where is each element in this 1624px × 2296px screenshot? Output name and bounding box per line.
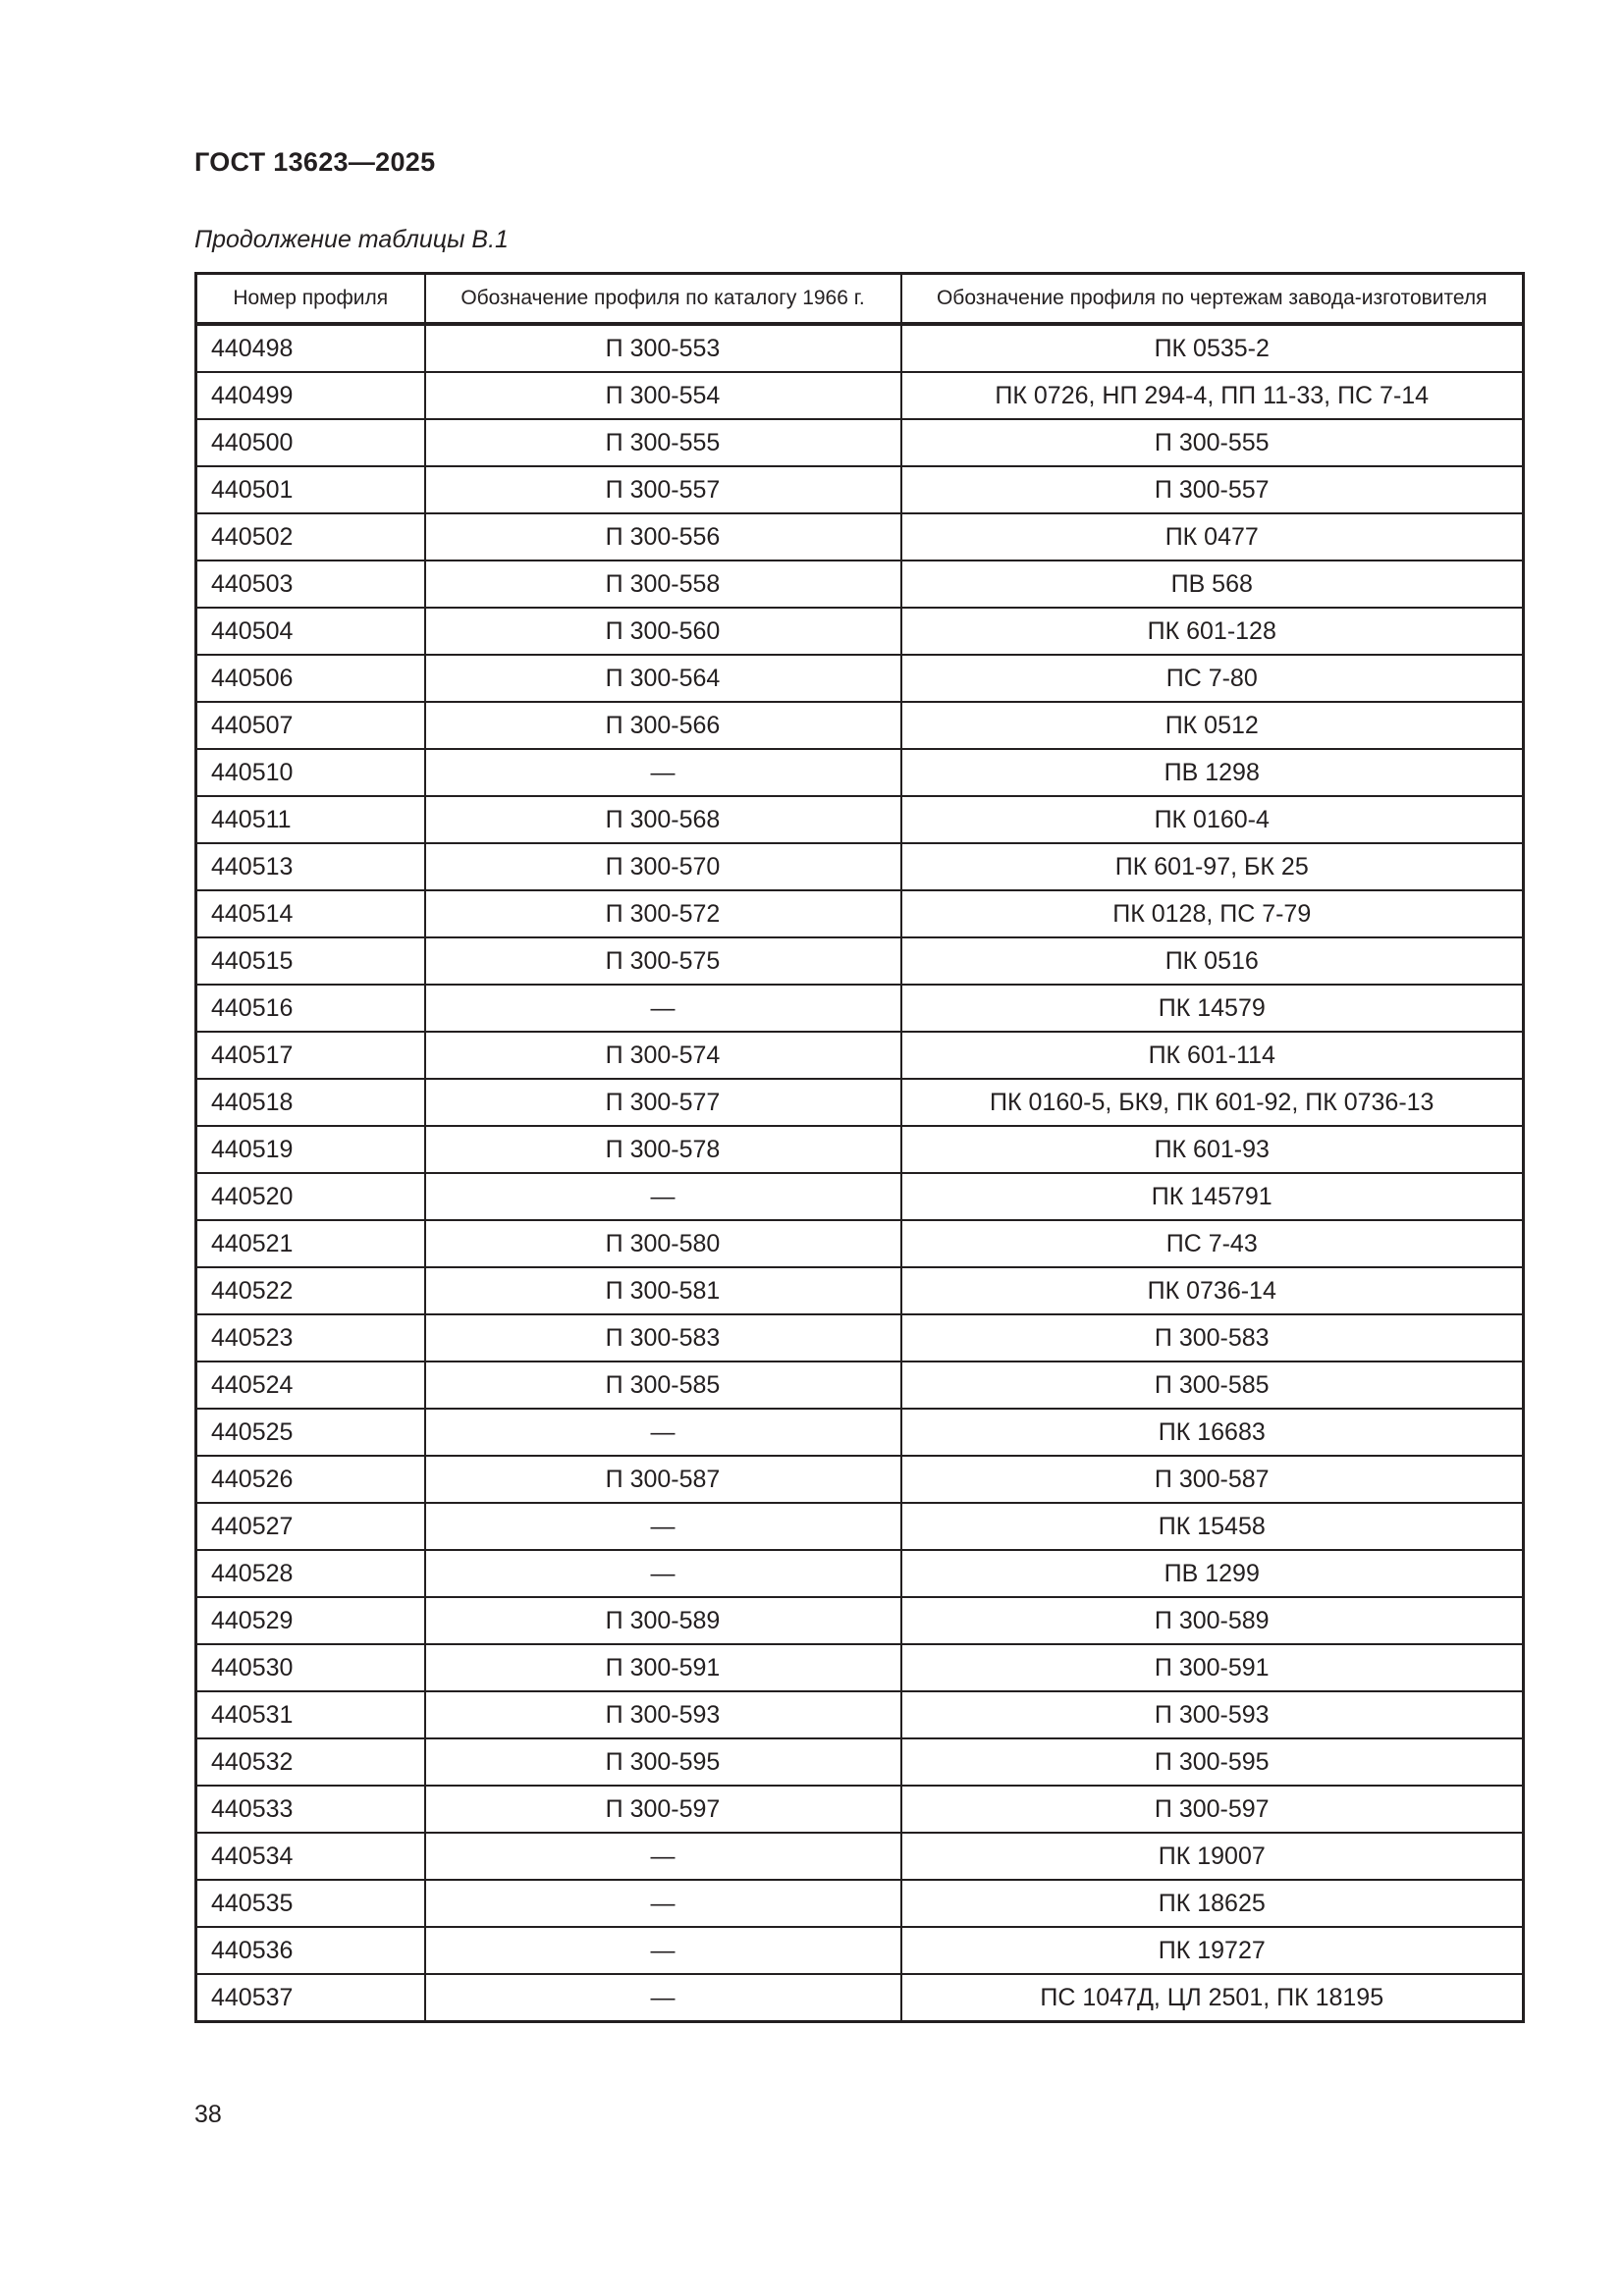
table-row (196, 1927, 1524, 1974)
cell-profile-number: 440501 (196, 466, 425, 513)
table-row (196, 1456, 1524, 1503)
cell-profile-number: 440502 (196, 513, 425, 561)
cell-profile-number: 440498 (196, 324, 425, 372)
cell-catalog-1966: П 300-557 (425, 466, 901, 513)
cell-catalog-1966: П 300-580 (425, 1220, 901, 1267)
cell-profile-number: 440506 (196, 655, 425, 702)
table-row (196, 608, 1524, 655)
table-row (196, 466, 1524, 513)
cell-profile-number: 440519 (196, 1126, 425, 1173)
table-row (196, 1597, 1524, 1644)
cell-manufacturer-drawings: ПК 601-114 (901, 1032, 1524, 1079)
cell-manufacturer-drawings: ПК 601-97, БК 25 (901, 843, 1524, 890)
cell-manufacturer-drawings: П 300-593 (901, 1691, 1524, 1738)
cell-profile-number: 440537 (196, 1974, 425, 2022)
cell-profile-number: 440529 (196, 1597, 425, 1644)
cell-catalog-1966: П 300-554 (425, 372, 901, 419)
table-row (196, 561, 1524, 608)
cell-profile-number: 440500 (196, 419, 425, 466)
cell-profile-number: 440510 (196, 749, 425, 796)
cell-catalog-1966: П 300-597 (425, 1786, 901, 1833)
table-row (196, 1032, 1524, 1079)
table-row (196, 1644, 1524, 1691)
cell-catalog-1966: П 300-587 (425, 1456, 901, 1503)
cell-manufacturer-drawings: ПК 19727 (901, 1927, 1524, 1974)
table-header-row (196, 274, 1524, 325)
cell-manufacturer-drawings: ПК 0512 (901, 702, 1524, 749)
cell-catalog-1966: — (425, 1409, 901, 1456)
table-row (196, 419, 1524, 466)
cell-catalog-1966: П 300-575 (425, 937, 901, 985)
cell-profile-number: 440499 (196, 372, 425, 419)
cell-profile-number: 440526 (196, 1456, 425, 1503)
header-manufacturer-drawings: Обозначение профиля по чертежам завода-изготовителя (901, 274, 1524, 325)
cell-manufacturer-drawings: ПК 601-93 (901, 1126, 1524, 1173)
table-row (196, 1220, 1524, 1267)
cell-manufacturer-drawings: ПК 0160-4 (901, 796, 1524, 843)
cell-catalog-1966: П 300-595 (425, 1738, 901, 1786)
cell-profile-number: 440513 (196, 843, 425, 890)
profile-table (194, 272, 1525, 2023)
table-caption: Продолжение таблицы В.1 (194, 226, 509, 253)
cell-manufacturer-drawings: ПК 18625 (901, 1880, 1524, 1927)
cell-manufacturer-drawings: П 300-555 (901, 419, 1524, 466)
cell-manufacturer-drawings: ПК 0516 (901, 937, 1524, 985)
cell-catalog-1966: П 300-589 (425, 1597, 901, 1644)
cell-catalog-1966: П 300-568 (425, 796, 901, 843)
cell-catalog-1966: П 300-593 (425, 1691, 901, 1738)
table-row (196, 1974, 1524, 2022)
cell-profile-number: 440507 (196, 702, 425, 749)
cell-catalog-1966: — (425, 1173, 901, 1220)
cell-catalog-1966: П 300-585 (425, 1362, 901, 1409)
cell-profile-number: 440532 (196, 1738, 425, 1786)
cell-catalog-1966: П 300-577 (425, 1079, 901, 1126)
cell-manufacturer-drawings: ПК 601-128 (901, 608, 1524, 655)
cell-manufacturer-drawings: П 300-591 (901, 1644, 1524, 1691)
table-row (196, 1409, 1524, 1456)
cell-manufacturer-drawings: ПВ 568 (901, 561, 1524, 608)
cell-catalog-1966: П 300-558 (425, 561, 901, 608)
table-row (196, 513, 1524, 561)
cell-manufacturer-drawings: П 300-587 (901, 1456, 1524, 1503)
cell-catalog-1966: — (425, 1927, 901, 1974)
table-row (196, 796, 1524, 843)
cell-profile-number: 440511 (196, 796, 425, 843)
cell-catalog-1966: — (425, 1974, 901, 2022)
table-row (196, 1550, 1524, 1597)
cell-manufacturer-drawings: ПК 0736-14 (901, 1267, 1524, 1314)
cell-profile-number: 440533 (196, 1786, 425, 1833)
cell-catalog-1966: П 300-572 (425, 890, 901, 937)
cell-manufacturer-drawings: ПК 0726, НП 294-4, ПП 11-33, ПС 7-14 (901, 372, 1524, 419)
cell-manufacturer-drawings: ПК 15458 (901, 1503, 1524, 1550)
cell-manufacturer-drawings: П 300-595 (901, 1738, 1524, 1786)
cell-manufacturer-drawings: П 300-589 (901, 1597, 1524, 1644)
table-row (196, 1126, 1524, 1173)
cell-catalog-1966: П 300-591 (425, 1644, 901, 1691)
cell-profile-number: 440516 (196, 985, 425, 1032)
cell-catalog-1966: П 300-570 (425, 843, 901, 890)
table-row (196, 702, 1524, 749)
cell-catalog-1966: — (425, 985, 901, 1032)
cell-catalog-1966: П 300-583 (425, 1314, 901, 1362)
table-row (196, 1880, 1524, 1927)
cell-manufacturer-drawings: ПК 145791 (901, 1173, 1524, 1220)
cell-catalog-1966: П 300-578 (425, 1126, 901, 1173)
table-row (196, 1079, 1524, 1126)
cell-catalog-1966: П 300-553 (425, 324, 901, 372)
cell-profile-number: 440527 (196, 1503, 425, 1550)
cell-manufacturer-drawings: ПК 0160-5, БК9, ПК 601-92, ПК 0736-13 (901, 1079, 1524, 1126)
cell-manufacturer-drawings: ПК 19007 (901, 1833, 1524, 1880)
table-row (196, 372, 1524, 419)
cell-catalog-1966: П 300-555 (425, 419, 901, 466)
cell-catalog-1966: — (425, 1503, 901, 1550)
cell-profile-number: 440520 (196, 1173, 425, 1220)
table-row (196, 1173, 1524, 1220)
table-row (196, 985, 1524, 1032)
cell-catalog-1966: П 300-566 (425, 702, 901, 749)
cell-profile-number: 440530 (196, 1644, 425, 1691)
table-row (196, 890, 1524, 937)
cell-catalog-1966: П 300-564 (425, 655, 901, 702)
cell-catalog-1966: — (425, 1833, 901, 1880)
cell-profile-number: 440518 (196, 1079, 425, 1126)
table-row (196, 749, 1524, 796)
table-row (196, 937, 1524, 985)
cell-manufacturer-drawings: ПК 14579 (901, 985, 1524, 1032)
cell-profile-number: 440534 (196, 1833, 425, 1880)
cell-profile-number: 440535 (196, 1880, 425, 1927)
table-header (196, 274, 1524, 325)
cell-profile-number: 440504 (196, 608, 425, 655)
cell-profile-number: 440515 (196, 937, 425, 985)
table-row (196, 1314, 1524, 1362)
page-number: 38 (194, 2101, 222, 2128)
table-row (196, 1362, 1524, 1409)
cell-manufacturer-drawings: ПС 7-43 (901, 1220, 1524, 1267)
cell-manufacturer-drawings: П 300-597 (901, 1786, 1524, 1833)
cell-profile-number: 440524 (196, 1362, 425, 1409)
table-row (196, 1503, 1524, 1550)
cell-catalog-1966: П 300-556 (425, 513, 901, 561)
cell-manufacturer-drawings: ПС 7-80 (901, 655, 1524, 702)
document-header: ГОСТ 13623—2025 (194, 147, 436, 177)
cell-manufacturer-drawings: ПК 0477 (901, 513, 1524, 561)
cell-manufacturer-drawings: ПК 16683 (901, 1409, 1524, 1456)
cell-catalog-1966: П 300-581 (425, 1267, 901, 1314)
cell-manufacturer-drawings: П 300-583 (901, 1314, 1524, 1362)
cell-profile-number: 440528 (196, 1550, 425, 1597)
cell-profile-number: 440522 (196, 1267, 425, 1314)
table-row (196, 324, 1524, 372)
cell-profile-number: 440517 (196, 1032, 425, 1079)
cell-profile-number: 440525 (196, 1409, 425, 1456)
table-row (196, 843, 1524, 890)
table-row (196, 1267, 1524, 1314)
cell-manufacturer-drawings: ПК 0128, ПС 7-79 (901, 890, 1524, 937)
cell-manufacturer-drawings: ПК 0535-2 (901, 324, 1524, 372)
cell-profile-number: 440503 (196, 561, 425, 608)
cell-manufacturer-drawings: П 300-557 (901, 466, 1524, 513)
table-body (196, 324, 1524, 2022)
header-profile-number: Номер профиля (196, 274, 425, 325)
cell-profile-number: 440521 (196, 1220, 425, 1267)
cell-manufacturer-drawings: ПВ 1298 (901, 749, 1524, 796)
cell-profile-number: 440536 (196, 1927, 425, 1974)
table-row (196, 655, 1524, 702)
table-row (196, 1691, 1524, 1738)
cell-manufacturer-drawings: ПВ 1299 (901, 1550, 1524, 1597)
cell-catalog-1966: П 300-574 (425, 1032, 901, 1079)
cell-manufacturer-drawings: ПС 1047Д, ЦЛ 2501, ПК 18195 (901, 1974, 1524, 2022)
cell-profile-number: 440523 (196, 1314, 425, 1362)
cell-profile-number: 440514 (196, 890, 425, 937)
cell-catalog-1966: — (425, 749, 901, 796)
cell-profile-number: 440531 (196, 1691, 425, 1738)
cell-catalog-1966: П 300-560 (425, 608, 901, 655)
cell-catalog-1966: — (425, 1550, 901, 1597)
cell-catalog-1966: — (425, 1880, 901, 1927)
header-catalog-1966: Обозначение профиля по каталогу 1966 г. (425, 274, 901, 325)
table-row (196, 1833, 1524, 1880)
table-row (196, 1786, 1524, 1833)
cell-manufacturer-drawings: П 300-585 (901, 1362, 1524, 1409)
table-row (196, 1738, 1524, 1786)
